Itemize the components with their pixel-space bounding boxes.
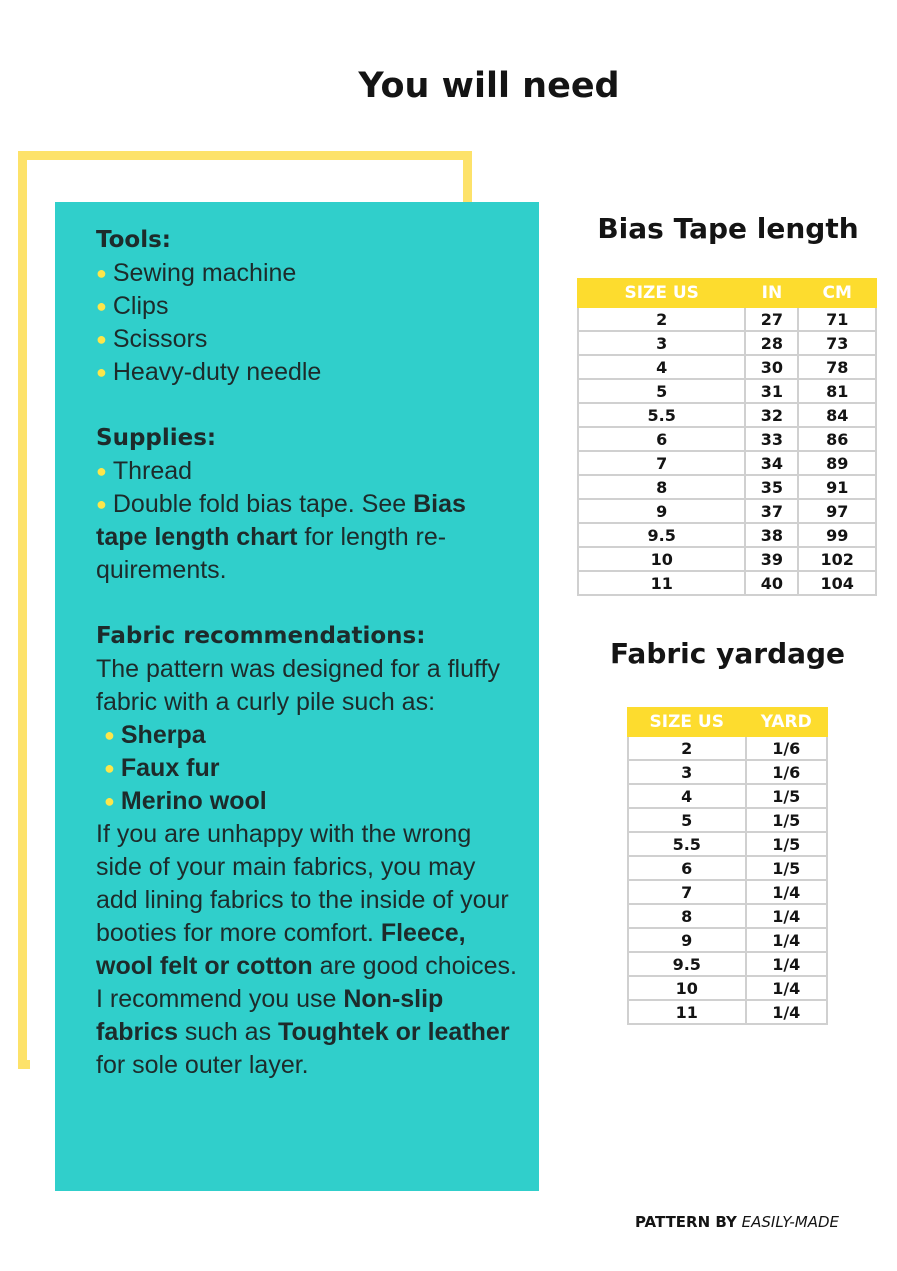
table-cell: 40 bbox=[745, 571, 798, 595]
yardage-table-body bbox=[628, 736, 827, 1024]
table-cell: 91 bbox=[798, 475, 876, 499]
page-title: You will need bbox=[358, 66, 620, 106]
table-cell: 5.5 bbox=[628, 832, 746, 856]
table-cell: 71 bbox=[798, 307, 876, 331]
table-cell: 2 bbox=[628, 736, 746, 760]
list-item: ● Sewing machine bbox=[96, 259, 297, 287]
table-cell: 27 bbox=[745, 307, 798, 331]
column-header: YARD bbox=[746, 708, 828, 736]
table-cell: 3 bbox=[578, 331, 745, 355]
table-cell: 99 bbox=[798, 523, 876, 547]
table-cell: 104 bbox=[798, 571, 876, 595]
bias-table-title: Bias Tape length bbox=[597, 212, 859, 245]
table-row bbox=[628, 976, 827, 1000]
bullet-icon: ● bbox=[104, 725, 115, 745]
table-cell: 5.5 bbox=[578, 403, 745, 427]
pattern-credit bbox=[635, 1213, 839, 1231]
list-item: ● Clips bbox=[96, 292, 169, 320]
bullet-icon: ● bbox=[96, 263, 107, 283]
table-cell: 11 bbox=[628, 1000, 746, 1024]
table-row bbox=[578, 427, 876, 451]
bullet-icon: ● bbox=[96, 329, 107, 349]
table-row bbox=[628, 952, 827, 976]
column-header: SIZE US bbox=[578, 279, 745, 307]
column-header: SIZE US bbox=[628, 708, 746, 736]
table-cell: 2 bbox=[578, 307, 745, 331]
table-cell: 34 bbox=[745, 451, 798, 475]
table-header-row bbox=[628, 708, 827, 736]
table-row bbox=[578, 331, 876, 355]
table-row bbox=[578, 547, 876, 571]
table-row bbox=[628, 1000, 827, 1024]
table-cell: 1/5 bbox=[746, 832, 828, 856]
table-cell: 5 bbox=[628, 808, 746, 832]
bias-chart-reference: Bias tape length chart bbox=[96, 490, 466, 551]
table-row bbox=[628, 856, 827, 880]
table-row bbox=[578, 307, 876, 331]
table-cell: 6 bbox=[578, 427, 745, 451]
table-row bbox=[628, 928, 827, 952]
table-cell: 10 bbox=[628, 976, 746, 1000]
table-row bbox=[578, 403, 876, 427]
table-cell: 102 bbox=[798, 547, 876, 571]
table-cell: 6 bbox=[628, 856, 746, 880]
bias-tape-supply: ● Double fold bias tape. See Bias tape length chart for length re-quirements. bbox=[96, 490, 466, 584]
sole-recommendation: I recommend you use Non-slip fabrics such as Toughtek or leather for sole outer layer. bbox=[96, 985, 510, 1079]
table-row bbox=[628, 904, 827, 928]
table-cell: 89 bbox=[798, 451, 876, 475]
materials-panel bbox=[55, 202, 539, 1191]
table-cell: 1/4 bbox=[746, 976, 828, 1000]
table-cell: 1/5 bbox=[746, 808, 828, 832]
table-cell: 86 bbox=[798, 427, 876, 451]
fabric-intro: The pattern was designed for a fluffy fabric with a curly pile such as: bbox=[96, 655, 500, 716]
table-cell: 1/4 bbox=[746, 904, 828, 928]
bullet-icon: ● bbox=[96, 362, 107, 382]
table-cell: 81 bbox=[798, 379, 876, 403]
table-row bbox=[578, 475, 876, 499]
tools-heading: Tools: bbox=[96, 227, 172, 253]
table-header-row bbox=[578, 279, 876, 307]
column-header: CM bbox=[798, 279, 876, 307]
bullet-icon: ● bbox=[104, 758, 115, 778]
column-header: IN bbox=[745, 279, 798, 307]
table-cell: 37 bbox=[745, 499, 798, 523]
table-row bbox=[578, 355, 876, 379]
list-item: ● Sherpa bbox=[104, 721, 206, 749]
table-cell: 78 bbox=[798, 355, 876, 379]
table-cell: 1/4 bbox=[746, 880, 828, 904]
lining-paragraph: If you are unhappy with the wrong side of your main fabrics, you may add lining fabrics to the inside of your booties for more comfort. Fleece, wool felt or cotton are good choices. bbox=[96, 820, 517, 980]
table-cell: 7 bbox=[628, 880, 746, 904]
table-cell: 4 bbox=[578, 355, 745, 379]
list-item: ● Thread bbox=[96, 457, 193, 485]
bullet-icon: ● bbox=[96, 461, 107, 481]
table-cell: 30 bbox=[745, 355, 798, 379]
fabric-heading: Fabric recommendations: bbox=[96, 623, 426, 649]
table-cell: 38 bbox=[745, 523, 798, 547]
table-row bbox=[578, 571, 876, 595]
fabric-yardage-table bbox=[627, 707, 828, 1025]
table-cell: 1/4 bbox=[746, 928, 828, 952]
table-cell: 73 bbox=[798, 331, 876, 355]
table-row bbox=[578, 499, 876, 523]
bias-tape-table bbox=[577, 278, 877, 596]
table-row bbox=[628, 832, 827, 856]
table-row bbox=[628, 808, 827, 832]
table-cell: 9.5 bbox=[628, 952, 746, 976]
table-cell: 8 bbox=[628, 904, 746, 928]
table-cell: 1/4 bbox=[746, 1000, 828, 1024]
table-cell: 1/4 bbox=[746, 952, 828, 976]
table-cell: 1/6 bbox=[746, 760, 828, 784]
table-cell: 31 bbox=[745, 379, 798, 403]
table-cell: 35 bbox=[745, 475, 798, 499]
table-cell: 7 bbox=[578, 451, 745, 475]
table-cell: 11 bbox=[578, 571, 745, 595]
table-cell: 9 bbox=[578, 499, 745, 523]
table-cell: 8 bbox=[578, 475, 745, 499]
credit-label: PATTERN BY bbox=[634, 1213, 737, 1231]
bullet-icon: ● bbox=[96, 494, 107, 514]
table-cell: 84 bbox=[798, 403, 876, 427]
table-cell: 1/6 bbox=[746, 736, 828, 760]
table-row bbox=[578, 523, 876, 547]
table-cell: 10 bbox=[578, 547, 745, 571]
bias-table-body bbox=[578, 307, 876, 595]
table-row bbox=[578, 379, 876, 403]
list-item: ● Scissors bbox=[96, 325, 208, 353]
table-cell: 9 bbox=[628, 928, 746, 952]
table-cell: 5 bbox=[578, 379, 745, 403]
supplies-heading: Supplies: bbox=[96, 425, 217, 451]
yardage-table-title: Fabric yardage bbox=[609, 637, 846, 670]
table-row bbox=[628, 880, 827, 904]
table-cell: 39 bbox=[745, 547, 798, 571]
table-cell: 9.5 bbox=[578, 523, 745, 547]
table-cell: 1/5 bbox=[746, 784, 828, 808]
table-cell: 1/5 bbox=[746, 856, 828, 880]
brand-name: EASILY-MADE bbox=[741, 1213, 839, 1231]
tools-list bbox=[96, 257, 519, 389]
list-item: ● Heavy-duty needle bbox=[96, 358, 322, 386]
fabric-list bbox=[96, 719, 519, 818]
table-row bbox=[628, 784, 827, 808]
table-row bbox=[628, 760, 827, 784]
bullet-icon: ● bbox=[104, 791, 115, 811]
list-item: ● Faux fur bbox=[104, 754, 220, 782]
bullet-icon: ● bbox=[96, 296, 107, 316]
table-cell: 4 bbox=[628, 784, 746, 808]
table-cell: 3 bbox=[628, 760, 746, 784]
table-cell: 33 bbox=[745, 427, 798, 451]
table-cell: 97 bbox=[798, 499, 876, 523]
list-item: ● Merino wool bbox=[104, 787, 267, 815]
table-cell: 28 bbox=[745, 331, 798, 355]
table-row bbox=[578, 451, 876, 475]
table-row bbox=[628, 736, 827, 760]
table-cell: 32 bbox=[745, 403, 798, 427]
